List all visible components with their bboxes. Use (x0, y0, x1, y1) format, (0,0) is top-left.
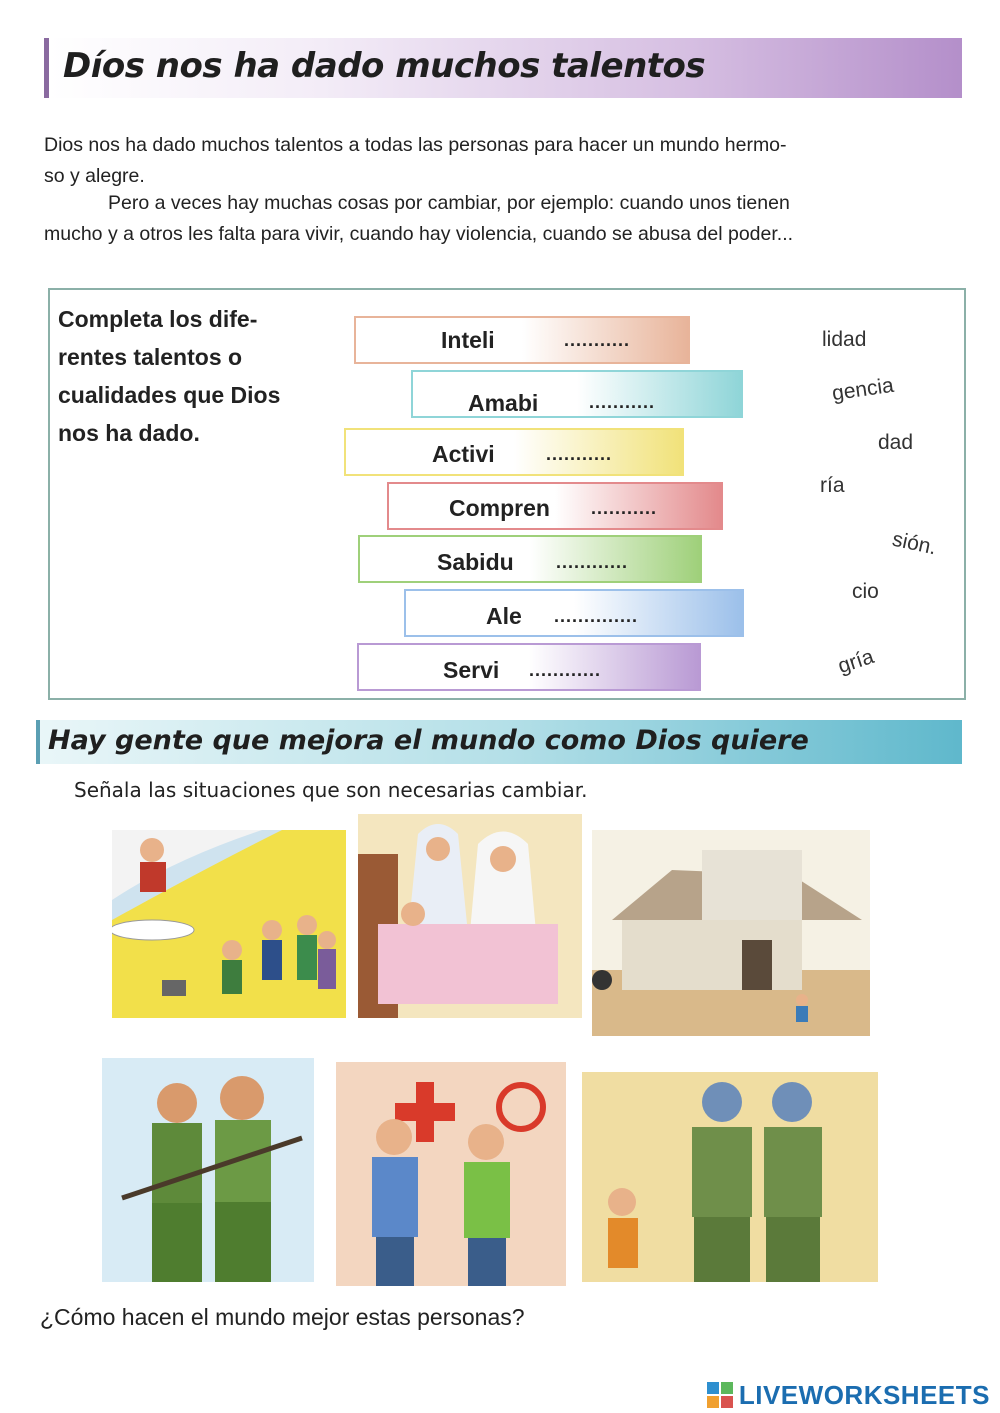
intro-line-4: mucho y a otros les falta para vivir, cuando hay violencia, cuando se abusa del poder... (44, 223, 794, 245)
suffix-word[interactable]: gría (835, 644, 877, 679)
word-stem: Sabidu (437, 549, 514, 575)
instruction-line: cualidades que Dios (58, 382, 281, 408)
illustration-rich-and-poor[interactable] (112, 830, 346, 1018)
answer-blank[interactable]: ........... (546, 444, 613, 464)
word-stem: Servi (443, 657, 500, 683)
answer-blank[interactable]: ............ (556, 552, 629, 572)
instruction-line: nos ha dado. (58, 420, 200, 446)
answer-blank[interactable]: .............. (554, 606, 639, 626)
word-stem: Amabi (468, 390, 539, 416)
suffix-word[interactable]: gencia (830, 373, 896, 406)
intro-line-3: Pero a veces hay muchas cosas por cambiar, por ejemplo: cuando unos tienen (108, 192, 790, 214)
answer-blank[interactable]: ........... (591, 498, 658, 518)
illustration-nuns-with-sick[interactable] (358, 814, 582, 1018)
brand-name: LIVEWORKSHEETS (738, 1379, 990, 1410)
brand-logo (707, 1378, 990, 1412)
word-stem: Activi (432, 441, 495, 467)
word-bar-ale[interactable] (404, 589, 744, 637)
activity-instruction (58, 300, 333, 452)
section2-banner (36, 720, 962, 764)
title-banner (44, 38, 962, 98)
suffix-word[interactable]: ría (820, 474, 845, 497)
liveworksheets-icon (707, 1382, 733, 1408)
illustration-red-cross[interactable] (336, 1062, 566, 1286)
suffix-word[interactable]: lidad (822, 328, 867, 351)
word-stem: Inteli (441, 327, 495, 353)
word-bar-inteli[interactable] (354, 316, 690, 364)
section2-title: Hay gente que mejora el mundo como Dios quiere (48, 725, 809, 756)
answer-blank[interactable]: ........... (564, 330, 631, 350)
word-bar-activi[interactable] (344, 428, 684, 476)
word-stem: Ale (486, 603, 522, 629)
instruction-line: Completa los dife- (58, 306, 258, 332)
word-bar-amabi[interactable] (411, 370, 743, 418)
suffix-word[interactable]: cio (852, 580, 879, 603)
section2-instruction: Señala las situaciones que son necesarias cambiar. (74, 778, 588, 802)
illustration-poor-house[interactable] (592, 830, 870, 1036)
word-bar-sabidu[interactable] (358, 535, 702, 583)
answer-blank[interactable]: ........... (589, 392, 656, 412)
word-bar-servi[interactable] (357, 643, 701, 691)
page-title: Díos nos ha dado muchos talentos (63, 46, 706, 86)
suffix-word[interactable]: dad (878, 431, 914, 454)
intro-line-1: Dios nos ha dado muchos talentos a todas las personas para hacer un mundo hermo- (44, 134, 787, 156)
answer-blank[interactable]: ............ (529, 660, 602, 680)
suffix-word[interactable]: sión. (890, 527, 939, 560)
illustration-peacekeepers[interactable] (582, 1072, 878, 1282)
word-bar-compren[interactable] (387, 482, 723, 530)
illustration-armed-men[interactable] (102, 1058, 314, 1282)
word-stem: Compren (449, 495, 550, 521)
intro-line-2: so y alegre. (44, 165, 145, 187)
closing-question: ¿Cómo hacen el mundo mejor estas personas? (40, 1304, 525, 1330)
instruction-line: rentes talentos o (58, 344, 243, 370)
